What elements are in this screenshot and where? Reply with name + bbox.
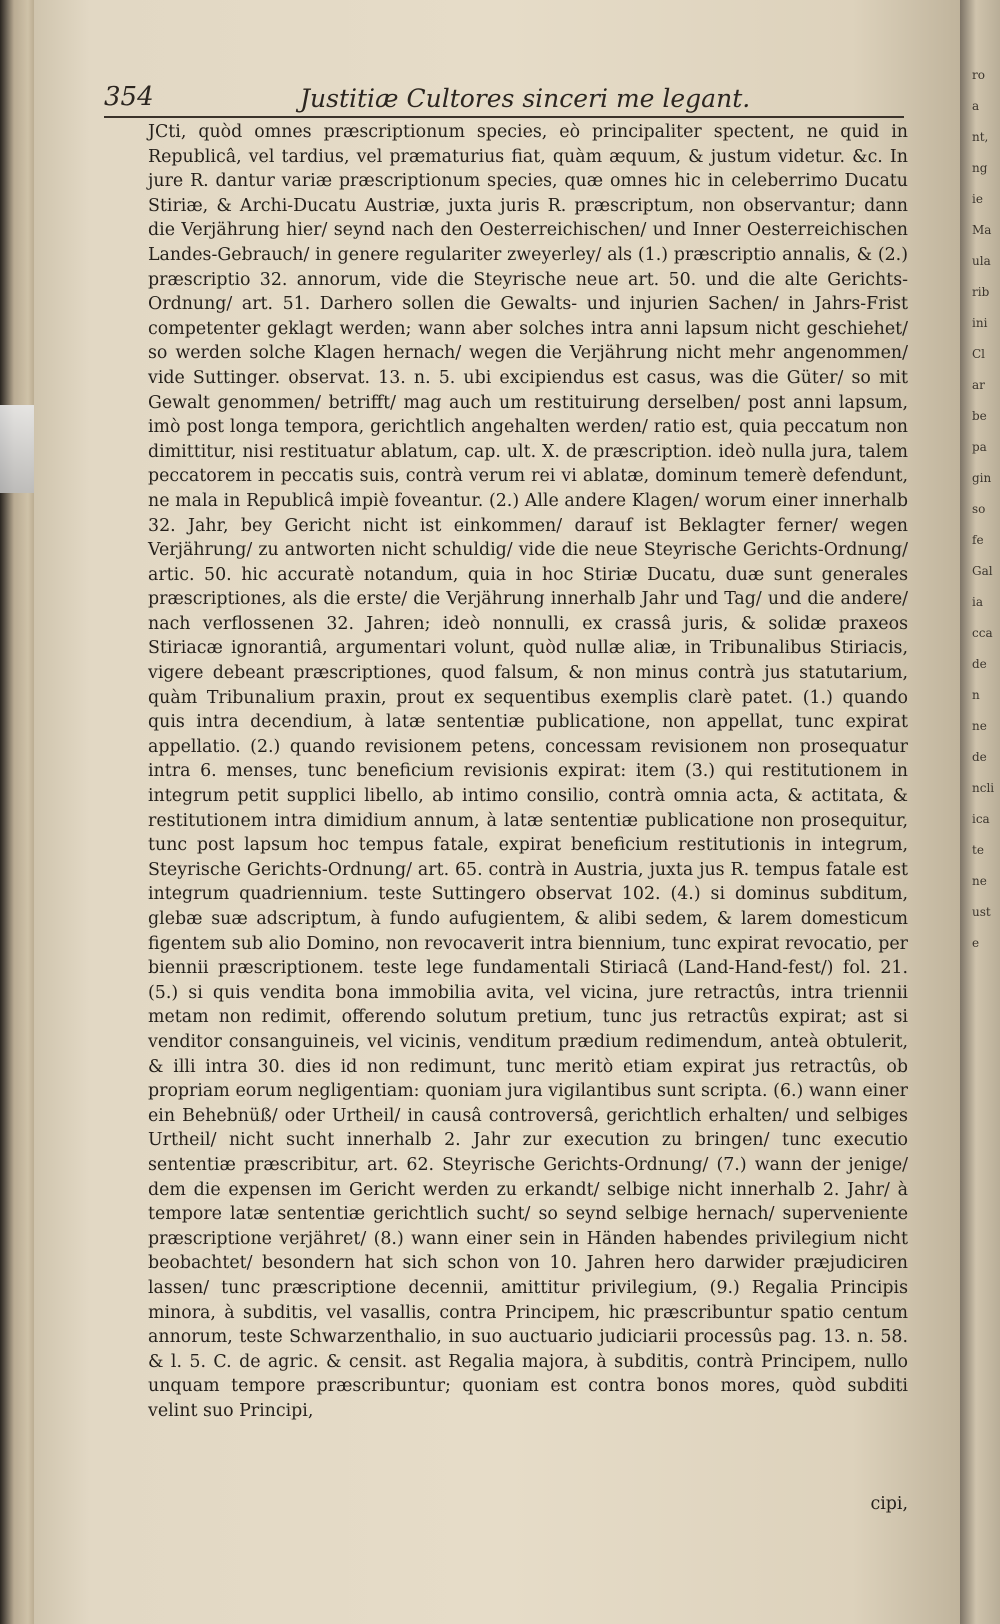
body-paragraph: JCti, quòd omnes præscriptionum species, eò principaliter spectent, ne quid in Republicâ, vel tardius, vel præmaturius fiat, quàm æquum, & justum videtur. &c. In jure R. dantur variæ præscriptionum species, quæ omnes hic in celeberrimo Ducatu Stiriæ, & Archi-Ducatu Austriæ, juxta juris R. præscriptum, non observantur; dann die Verjährung hier/ seynd nach den Oesterreichischen/ und Inner Oesterreichischen Landes-Gebrauch/ in genere regulariter zweyerley/ als (1.) præscriptio annalis, & (2.) præscriptio 32. annorum, vide die Steyrische neue art. 50. und die alte Gerichts-Ordnung/ art. 51. Darhero sollen die Gewalts- und injurien Sachen/ in Jahrs-Frist competenter geklagt werden; wann aber solches intra anni lapsum nicht geschiehet/ so werden solche Klagen hernach/ wegen die Verjährung nicht mehr angenommen/ vide Suttinger. observat. 13. n. 5. ubi excipiendus est casus, was die Güter/ so mit Gewalt genommen/ betrifft/ mag auch um restituirung derselben/ post anni lapsum, imò post longa tempora, gerichtlich angehalten werden/ ratio est, quia peccatum non dimittitur, nisi restituatur ablatum, cap. ult. X. de præscription. ideò nulla jura, talem peccatorem in peccatis suis, contrà verum rei vi ablatæ, dominum temerè defendunt, ne mala in Republicâ impiè foveantur. (2.) Alle andere Klagen/ worum einer innerhalb 32. Jahr, bey Gericht nicht ist einkommen/ darauf ist Beklagter ferner/ wegen Verjährung/ zu antworten nicht schuldig/ vide die neue Steyrische Gerichts-Ordnung/ artic. 50. hic accuratè notandum, quia in hoc Stiriæ Ducatu, duæ sunt generales præscriptiones, als die erste/ die Verjährung innerhalb Jahr und Tag/ und die andere/ nach verflossenen 32. Jahren; ideò nonnulli, ex crassâ juris, & solidæ praxeos Stiriacæ ignorantiâ, argumentari volunt, quòd nullæ aliæ, in Tribunalibus Stiriacis, vigere debeant præscriptiones, quod falsum, & non minus contrà jus statutarium, quàm Tribunalium praxin, prout ex sequentibus exemplis clarè patet. (1.) quando quis intra decendium, à latæ sententiæ publicatione, non appellat, tunc expirat appellatio. (2.) quando revisionem petens, concessam revisionem non prosequatur intra 6. menses, tunc beneficium revisionis expirat: item (3.) qui restitutionem in integrum petit supplici libello, ab intimo consilio, contrà omnia acta, & actitata, & restitutionem intra dimidium annum, à latæ sententiæ publicatione non prosequitur, tunc post lapsum hoc tempus fatale, expirat beneficium restitutionis in integrum, Steyrische Gerichts-Ordnung/ art. 65. contrà in Austria, juxta jus R. tempus fatale est integrum quadriennium. teste Suttingero observat 102. (4.) si dominus subditum, glebæ suæ adscriptum, à fundo aufugientem, & alibi sedem, & larem domesticum figentem sub alio Domino, non revocaverit intra biennium, tunc expirat revocatio, per biennii præscriptionem. teste lege fundamentali Stiriacâ (Land-Hand-fest/) fol. 21. (5.) si quis vendita bona immobilia avita, vel vicina, jure retractûs, intra triennii metam non redimit, offerendo solutum pretium, tunc jus retractûs expirat; ast si venditor consanguineis, vel vicinis, venditum prædium redimendum, anteà obtulerit, & illi intra 30. dies id non redimunt, tunc meritò etiam expirat jus retractûs, ob propriam eorum negligentiam: quoniam jura vigilantibus sunt scripta. (6.) wann einer ein Behebnüß/ oder Urtheil/ in causâ controversâ, gerichtlich erhalten/ und selbiges Urtheil/ nicht sucht innerhalb 2. Jahr zur execution zu bringen/ tunc executio sententiæ præscribitur, art. 62. Steyrische Gerichts-Ordnung/ (7.) wann der jenige/ dem die expensen im Gericht werden zu erkandt/ selbige nicht innerhalb 2. Jahr/ à tempore latæ sententiæ gerichtlich sucht/ so seynd selbige hernach/ superveniente præscriptione verjähret/ (8.) wann einer sein in Händen habendes privilegium nicht beobachtet/ besondern hat sich schon von 10. Jahren hero darwider præjudiciren lassen/ tunc præscriptione decennii, amittitur privilegium, (9.) Regalia Principis minora, à subditis, vel vasallis, contra Principem, hic præscribuntur spatio centum annorum, teste Schwarzenthalio, in suo auctuario judiciarii processûs pag. 13. n. 58. & l. 5. C. de agric. & censit. ast Regalia majora, à subditis, contrà Principem, nullo unquam tempore præscribuntur; quoniam est contra bonos mores, quòd subditi velint suo Principi, <box>148 122 908 1421</box>
adjacent-page-fragment: n <box>972 688 980 702</box>
adjacent-page-fragment: cca <box>972 626 993 640</box>
adjacent-page-fragment: Gal <box>972 564 993 578</box>
adjacent-page-fragment: so <box>972 502 986 516</box>
adjacent-page-fragment: e <box>972 936 980 950</box>
adjacent-page-fragment: ula <box>972 254 991 268</box>
adjacent-page-fragment: pa <box>972 440 987 454</box>
adjacent-page-fragment: ne <box>972 719 987 733</box>
header-rule <box>104 116 904 118</box>
page-header <box>104 78 904 120</box>
catchword: cipi, <box>870 1494 908 1514</box>
adjacent-page-fragment: te <box>972 843 984 857</box>
adjacent-page-fragment: de <box>972 750 987 764</box>
adjacent-page-fragment: ro <box>972 68 985 82</box>
adjacent-page-fragment: rib <box>972 285 990 299</box>
adjacent-page-fragment: ie <box>972 192 983 206</box>
adjacent-page-fragment: nt, <box>972 130 989 144</box>
adjacent-page-fragment: ust <box>972 905 991 919</box>
adjacent-page-fragment: ar <box>972 378 985 392</box>
adjacent-page-fragment: fe <box>972 533 984 547</box>
adjacent-page-fragment: ica <box>972 812 990 826</box>
adjacent-page-fragment: ne <box>972 874 987 888</box>
adjacent-page-fragment: ini <box>972 316 988 330</box>
adjacent-page-fragment: de <box>972 657 987 671</box>
adjacent-page-fragment: ng <box>972 161 988 175</box>
running-head: Justitiæ Cultores sinceri me legant. <box>300 84 751 113</box>
adjacent-page-fragment: a <box>972 99 980 113</box>
adjacent-page-fragment: gin <box>972 471 992 485</box>
adjacent-page-edge <box>960 0 1000 1624</box>
adjacent-page-fragment: Ma <box>972 223 992 237</box>
page-number: 354 <box>104 82 154 112</box>
adjacent-page-fragment: Cl <box>972 347 986 361</box>
adjacent-page-text-fragments <box>960 0 1000 959</box>
adjacent-page-fragment: be <box>972 409 987 423</box>
adjacent-page-fragment: ncli <box>972 781 995 795</box>
adjacent-page-fragment: ia <box>972 595 983 609</box>
